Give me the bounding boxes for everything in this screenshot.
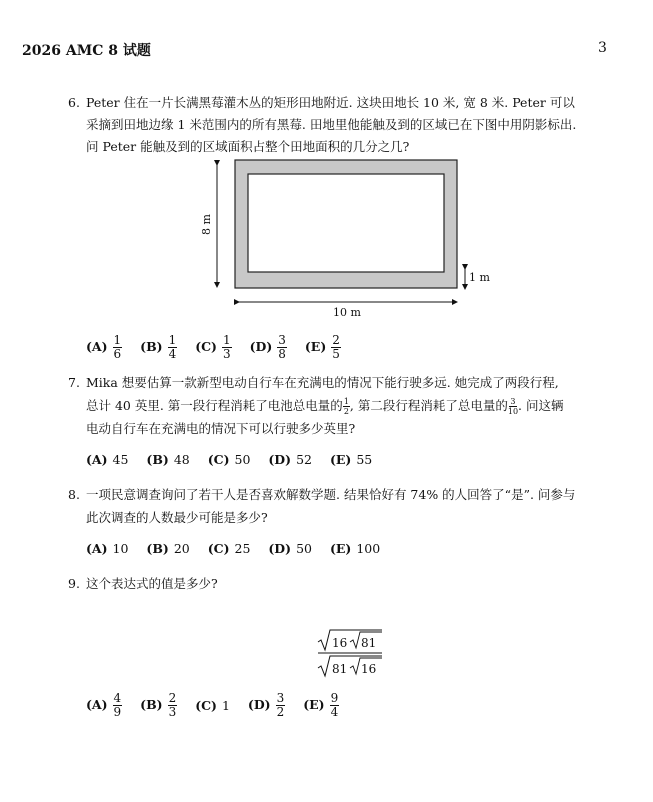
choice-label: (B) [140,697,163,712]
choice-label: (D) [249,339,273,354]
q8-choice-e[interactable] [330,541,380,556]
q9-choice-b[interactable] [140,692,177,719]
expr-den-outer: 81 [332,662,348,676]
expr-num-inner: 81 [361,636,377,650]
q7-line-2 [86,395,564,417]
field-inner-rect [248,174,444,272]
choice-label: (B) [146,541,169,556]
choice-value: 50 [296,541,312,556]
choice-value: 48 [173,452,190,467]
choice-label: (C) [207,452,230,467]
q6-choice-c[interactable] [195,334,231,361]
width-label: 10 m [333,306,361,319]
q7-line-2-c: . 问这辆 [518,398,564,413]
q8-number: 8. [68,487,80,502]
frac-num: 4 [113,691,122,705]
choice-label: (C) [195,339,217,354]
q7-choice-a[interactable] [86,452,128,467]
q8-line-2: 此次调查的人数最少可能是多少? [86,510,268,525]
q7-choice-e[interactable] [330,452,372,467]
frac-num: 3 [510,397,516,406]
q6-line-1: Peter 住在一片长满黑莓灌木丛的矩形田地附近. 这块田地长 10 米, 宽 8 米. Peter 可以 [86,95,575,110]
choice-value: 55 [356,452,373,467]
frac-num: 1 [343,397,349,406]
q7-choices [86,451,386,467]
choice-label: (E) [304,339,327,354]
choice-label: (B) [146,452,169,467]
frac-num: 3 [278,333,286,347]
choice-value: 1 [221,698,230,713]
frac-num: 1 [222,333,231,347]
frac-den: 4 [330,705,339,719]
q6-number: 6. [68,95,80,110]
q8-choices [86,540,394,556]
frac-den: 4 [168,347,177,361]
choice-value: 45 [112,452,129,467]
frac-num: 3 [276,691,285,705]
q7-line-3: 电动自行车在充满电的情况下可以行驶多少英里? [86,421,356,436]
q8-line-1: 一项民意调查询问了若干人是否喜欢解数学题. 结果恰好有 74% 的人回答了“是”. 问参与 [86,487,576,502]
q8-choice-d[interactable] [268,541,312,556]
frac-den: 10 [507,407,519,416]
q9-number: 9. [68,576,80,591]
q6-choice-d[interactable] [250,334,287,361]
q6-choice-b[interactable] [140,334,177,361]
q7-choice-b[interactable] [146,452,189,467]
q9-choices [86,692,353,719]
frac-den: 2 [276,705,285,719]
choice-value: 25 [234,541,251,556]
frac-den: 2 [343,407,349,416]
q9-choice-c[interactable] [195,698,230,713]
q6-choices [86,334,355,361]
choice-label: (D) [247,697,271,712]
q6-field-figure [195,155,495,325]
q9-choice-e[interactable] [303,692,339,719]
choice-value: 20 [173,541,190,556]
frac-num: 9 [330,691,339,705]
choice-label: (D) [268,452,292,467]
choice-label: (D) [268,541,292,556]
choice-value: 10 [112,541,129,556]
frac-num: 1 [168,333,177,347]
frac-num: 1 [113,333,122,347]
q6-line-3: 问 Peter 能触及到的区域面积占整个田地面积的几分之几? [86,139,410,154]
choice-value: 100 [356,541,381,556]
expr-num-outer: 16 [332,636,348,650]
choice-value: 50 [234,452,251,467]
expr-den-inner: 16 [361,662,377,676]
choice-label: (A) [86,697,108,712]
q8-choice-c[interactable] [208,541,251,556]
q9-expression [316,628,384,680]
q7-line-1: Mika 想要估算一款新型电动自行车在充满电的情况下能行驶多远. 她完成了两段行程, [86,375,559,390]
q7-choice-c[interactable] [208,452,251,467]
q9-choice-a[interactable] [86,692,122,719]
border-label: 1 m [469,271,490,284]
q9-choice-d[interactable] [248,692,285,719]
q7-line-2-a: 总计 40 英里. 第一段行程消耗了电池总电量的 [86,398,343,413]
choice-label: (A) [86,541,108,556]
q8-choice-a[interactable] [86,541,128,556]
q7-number: 7. [68,375,80,390]
frac-den: 3 [168,705,177,719]
choice-value: 52 [296,452,312,467]
height-label: 8 m [199,214,213,235]
q9-line: 这个表达式的值是多少? [86,576,218,591]
q8-choice-b[interactable] [146,541,189,556]
frac-den: 9 [113,705,122,719]
frac-den: 3 [222,347,231,361]
frac-den: 6 [113,347,122,361]
choice-label: (C) [195,698,217,713]
frac-den: 5 [332,347,340,361]
choice-label: (A) [86,339,108,354]
choice-label: (E) [329,452,352,467]
q7-line-2-b: , 第二段行程消耗了总电量的 [349,398,508,413]
choice-label: (B) [140,339,163,354]
frac-den: 8 [278,347,286,361]
choice-label: (E) [303,697,325,712]
page-number: 3 [598,40,607,56]
q7-choice-d[interactable] [268,452,312,467]
q6-choice-e[interactable] [305,334,341,361]
q6-choice-a[interactable] [86,334,122,361]
choice-label: (E) [329,541,352,556]
q6-line-2: 采摘到田地边缘 1 米范围内的所有黑莓. 田地里他能触及到的区域已在下图中用阴影标出. [86,117,577,132]
choice-label: (C) [207,541,230,556]
page-header-title: 2026 AMC 8 试题 [22,43,151,59]
choice-label: (A) [86,452,108,467]
frac-num: 2 [168,691,177,705]
frac-num: 2 [332,333,340,347]
